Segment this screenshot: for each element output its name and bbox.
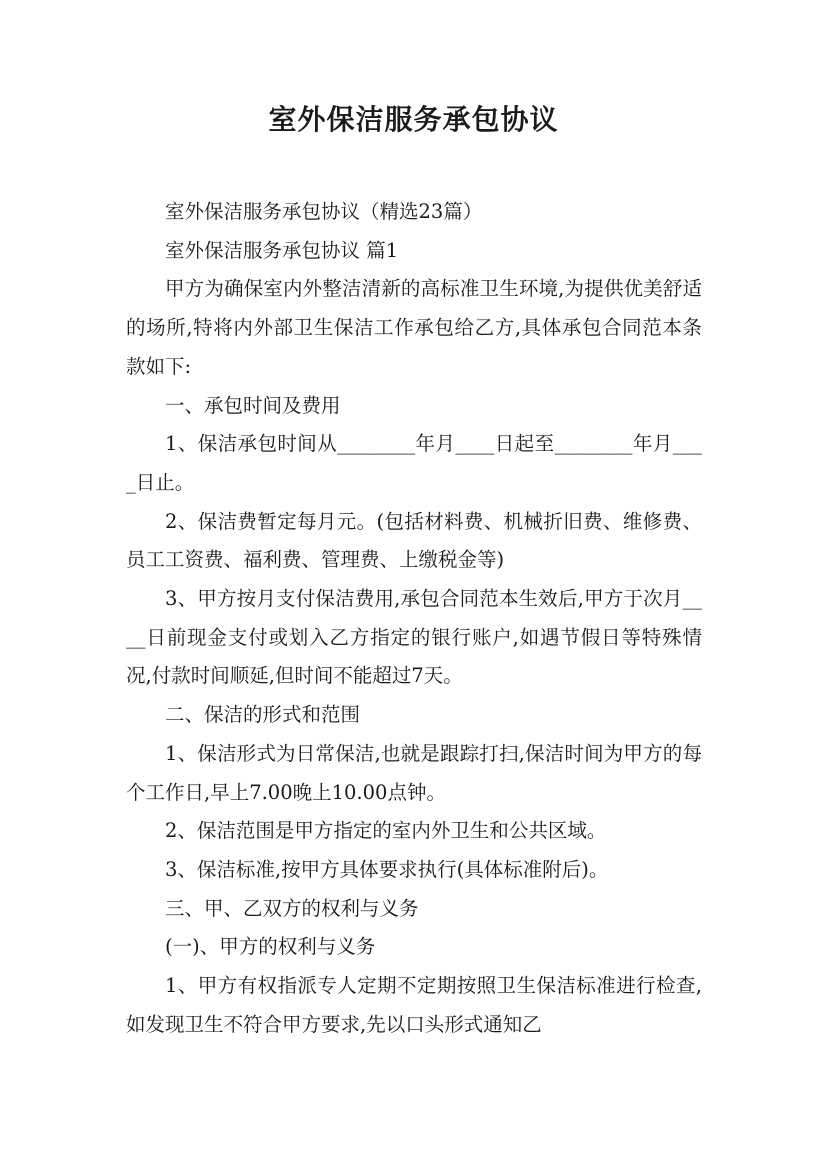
section-heading-rights-obligations: 三、甲、乙双方的权利与义务 <box>165 896 419 920</box>
paragraph-clause: 1、保洁形式为日常保洁,也就是跟踪打扫,保洁时间为甲方的每个工作日,早上7.00晚上10.00点钟。 <box>126 741 702 804</box>
paragraph-clause: 2、保洁费暂定每月元。(包括材料费、机械折旧费、维修费、员工工资费、福利费、管理费、上缴税金等) <box>126 509 702 572</box>
paragraph-clause: 1、保洁承包时间从________年月____日起至________年月____日止。 <box>126 432 702 494</box>
paragraph-subtitle: 室外保洁服务承包协议（精选23篇） <box>165 200 483 223</box>
paragraph-article-heading: 室外保洁服务承包协议 篇1 <box>165 238 399 262</box>
paragraph-clause: 2、保洁范围是甲方指定的室内外卫生和公共区域。 <box>165 819 607 843</box>
paragraph-intro: 甲方为确保室内外整洁清新的高标准卫生环境,为提供优美舒适的场所,特将内外部卫生保洁工作承包给乙方,具体承包合同范本条款如下: <box>126 277 702 378</box>
document-title: 室外保洁服务承包协议 <box>268 103 559 136</box>
paragraph-clause: 1、甲方有权指派专人定期不定期按照卫生保洁标准进行检查,如发现卫生不符合甲方要求,先以口头形式通知乙 <box>126 974 702 1036</box>
section-heading-term-fees: 一、承包时间及费用 <box>165 393 341 417</box>
section-heading-form-scope: 二、保洁的形式和范围 <box>165 703 361 727</box>
document-body <box>126 193 702 1044</box>
paragraph-clause: 3、保洁标准,按甲方具体要求执行(具体标准附后)。 <box>165 857 609 881</box>
paragraph-clause: 3、甲方按月支付保洁费用,承包合同范本生效后,甲方于次月____日前现金支付或划入乙方指定的银行账户,如遇节假日等特殊情况,付款时间顺延,但时间不能超过7天。 <box>126 587 702 688</box>
subsection-heading-party-a: (一)、甲方的权利与义务 <box>165 935 376 959</box>
